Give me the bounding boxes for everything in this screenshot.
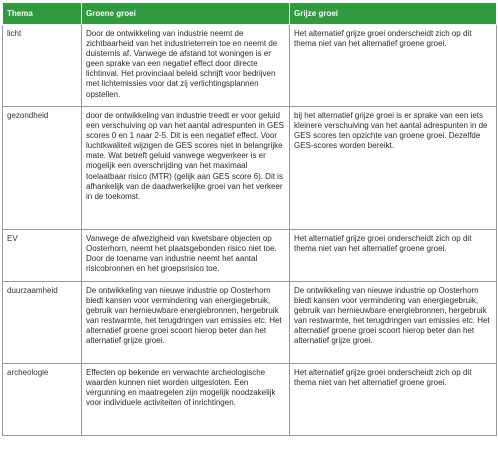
header-thema: Thema — [3, 3, 82, 25]
row-grijze-groei: De ontwikkeling van nieuwe industrie op Oosterhorn biedt kansen voor vermindering van energiegebruik, gebruik van hernieuwbare energiebronnen, hergebruik van restwarmte, het terugdringen van emissies etc. Het alternatief groene groei scoort hierop beter dan het alternatief grijze groei. — [290, 282, 497, 364]
row-thema: licht — [3, 25, 82, 107]
header-grijze-groei: Grijze groei — [290, 3, 497, 25]
header-groene-groei: Groene groei — [82, 3, 290, 25]
comparison-table — [2, 2, 497, 436]
row-groene-groei: door de ontwikkeling van industrie treedt er voor geluid een verschuiving op van het aantal adrespunten in GES scores 0 en 1 naar 2-5. Dit is een negatief effect. Voor luchtkwaliteit wijzigen de GES scores niet in belangrijke mate. Wat betreft geluid vanwege wegverkeer is er mogelijk een overschrijding van het maximaal toelaatbaar risico (MTR) (gelijk aan GES score 6). Dit is afhankelijk van de daadwerkelijke groei van het verkeer in de toekomst. — [82, 107, 290, 230]
row-grijze-groei: Het alternatief grijze groei onderscheidt zich op dit thema niet van het alternatief groene groei. — [290, 25, 497, 107]
table-row — [3, 282, 497, 364]
row-grijze-groei: Het alternatief grijze groei onderscheidt zich op dit thema niet van het alternatief groene groei. — [290, 230, 497, 282]
table-row — [3, 230, 497, 282]
row-groene-groei: Vanwege de afwezigheid van kwetsbare objecten op Oosterhorn, neemt het plaatsgebonden risico niet toe. Door de toename van industrie neemt het aantal risicobronnen en het groepsrisico toe. — [82, 230, 290, 282]
row-groene-groei: Door de ontwikkeling van industrie neemt de zichtbaarheid van het industrieterrein toe en neemt de duisternis af. Vanwege de afstand tot woningen is er geen sprake van een negatief effect door directe lichtinval. Het provinciaal beleid schrijft voor bedrijven met lichtemissies voor dat zij verlichtingsplannen opstellen. — [82, 25, 290, 107]
row-thema: EV — [3, 230, 82, 282]
table-header-row — [3, 3, 497, 25]
table-row — [3, 25, 497, 107]
table-row — [3, 107, 497, 230]
row-thema: archeologie — [3, 364, 82, 436]
row-groene-groei: De ontwikkeling van nieuwe industrie op Oosterhorn biedt kansen voor vermindering van energiegebruik, gebruik van hernieuwbare energiebronnen, hergebruik van restwarmte, het terugdringen van emissies etc. Het alternatief groene groei scoort hierop beter dan het alternatief grijze groei. — [82, 282, 290, 364]
row-thema: duurzaamheid — [3, 282, 82, 364]
table-row — [3, 364, 497, 436]
row-groene-groei: Effecten op bekende en verwachte archeologische waarden kunnen niet worden uitgesloten. Een vergunning en maatregelen zijn mogelijk noodzakelijk voor individuele activiteiten of inrichtingen. — [82, 364, 290, 436]
row-thema: gezondheid — [3, 107, 82, 230]
row-grijze-groei: Het alternatief grijze groei onderscheidt zich op dit thema niet van het alternatief groene groei. — [290, 364, 497, 436]
row-grijze-groei: bij het alternatief grijze groei is er sprake van een iets kleinere verschuiving van het aantal adrespunten in de GES scores ten opzichte van groene groei. Dezelfde GES-scores worden bereikt. — [290, 107, 497, 230]
